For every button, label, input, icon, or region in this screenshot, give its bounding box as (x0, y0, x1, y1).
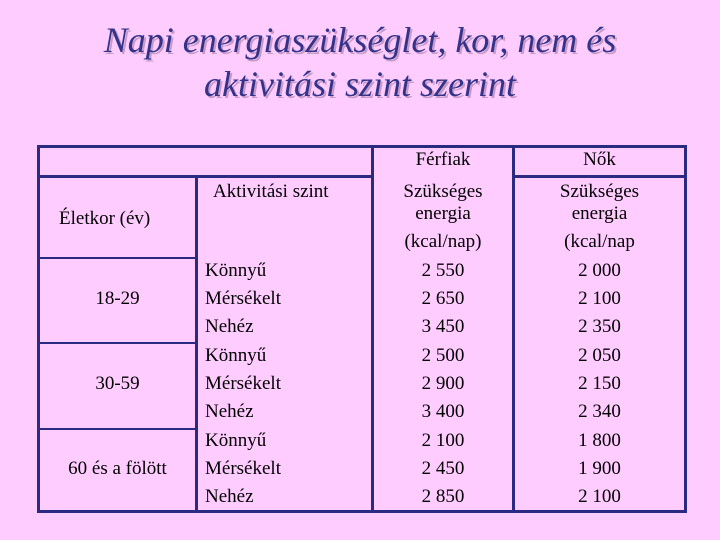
men-value-cell: 2 550 (421, 260, 465, 281)
table-divider-age (195, 175, 198, 513)
men-value-cell: 2 650 (421, 288, 465, 309)
activity-cell: Nehéz (205, 401, 254, 422)
activity-cell: Könnyű (205, 260, 267, 281)
women-value-cell: 1 900 (578, 458, 621, 479)
activity-cell: Könnyű (205, 430, 267, 451)
title-line-2: aktivitási szint szerint (203, 64, 516, 104)
activity-cell: Mérsékelt (205, 288, 281, 309)
table-rule-age-2 (37, 342, 197, 344)
age-label-2: 30-59 (95, 373, 140, 394)
activity-cell: Mérsékelt (205, 458, 281, 479)
header-age: Életkor (év) (59, 208, 151, 229)
men-value-cell: 3 450 (421, 316, 465, 337)
header-men-need-2: energia (415, 203, 471, 224)
age-label-1: 18-29 (95, 288, 140, 309)
activity-cell: Nehéz (205, 486, 254, 507)
table-border-right (684, 145, 687, 513)
slide-title (0, 18, 720, 106)
table-rule-age-3 (37, 428, 197, 430)
men-value-cell: 2 100 (421, 430, 465, 451)
header-men-need-3: (kcal/nap) (404, 231, 482, 252)
header-women: Nők (583, 149, 616, 170)
women-value-cell: 2 100 (578, 288, 621, 309)
men-value-cell: 2 850 (421, 486, 465, 507)
women-value-cell: 2 340 (578, 401, 621, 422)
header-men-need-1: Szükséges (403, 181, 483, 202)
activity-cell: Mérsékelt (205, 373, 281, 394)
header-women-need-1: Szükséges (559, 181, 640, 202)
women-value-cell: 2 000 (578, 260, 621, 281)
women-value-cell: 2 050 (578, 345, 621, 366)
men-value-cell: 3 400 (421, 401, 465, 422)
header-women-need-3: (kcal/nap (564, 231, 635, 252)
table-rule-age-1 (37, 257, 197, 259)
title-line-1: Napi energiaszükséglet, kor, nem és (103, 20, 617, 60)
women-value-cell: 2 100 (578, 486, 621, 507)
women-value-cell: 2 350 (578, 316, 621, 337)
women-value-cell: 1 800 (578, 430, 621, 451)
men-value-cell: 2 500 (421, 345, 465, 366)
header-women-need-2: energia (571, 203, 628, 224)
men-value-cell: 2 900 (421, 373, 465, 394)
men-value-cell: 2 450 (421, 458, 465, 479)
header-activity: Aktivitási szint (213, 181, 329, 202)
header-men: Férfiak (415, 149, 471, 170)
activity-cell: Könnyű (205, 345, 267, 366)
activity-cell: Nehéz (205, 316, 254, 337)
age-label-3: 60 és a fölött (68, 458, 167, 479)
women-value-cell: 2 150 (578, 373, 621, 394)
